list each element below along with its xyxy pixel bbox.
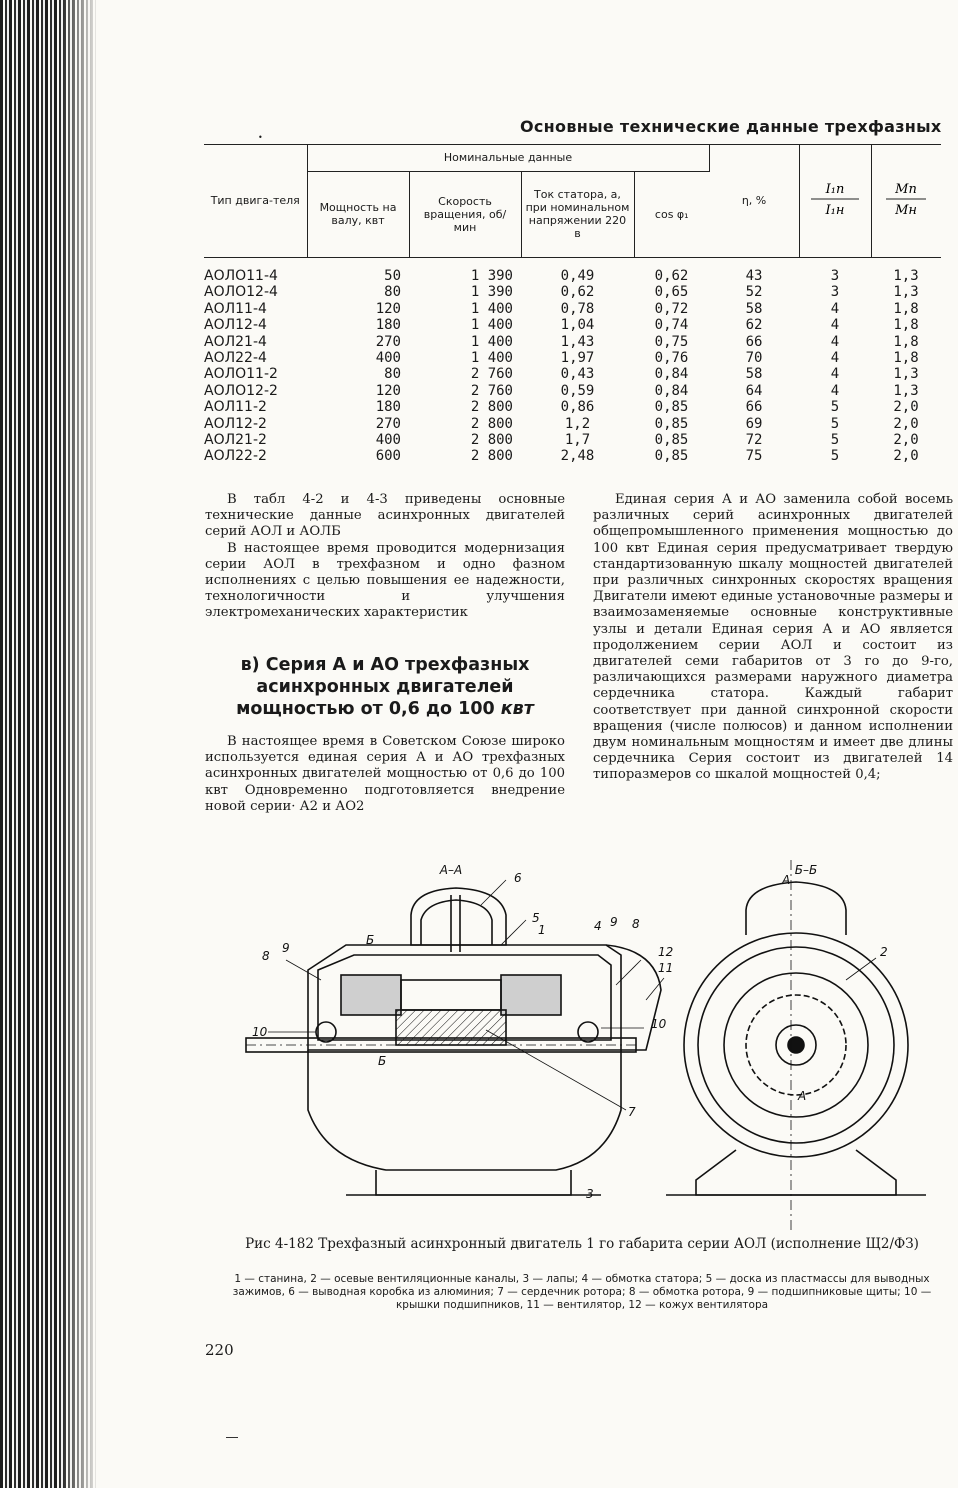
cell-cos: 0,62: [654, 268, 689, 284]
cell-current: 0,59: [560, 382, 595, 399]
cell-current: 1,97: [560, 350, 595, 367]
svg-text:Mн: Mн: [895, 203, 918, 219]
cell-mm: 1,3: [893, 382, 919, 399]
cell-cos: 0,85: [654, 448, 689, 465]
paragraph: В настоящее время проводится модернизация серии АОЛ в трехфазном и одно фазном исполнениях с целью повышения ее надежности, технологичности и улучшения электромеханических характеристик: [205, 540, 565, 621]
binding-shadow: [60, 0, 100, 1488]
table-row: [204, 399, 941, 415]
cell-ic: 4: [830, 300, 840, 317]
cell-current: 0,78: [560, 300, 595, 317]
cell-type: АОЛ12-2: [204, 415, 267, 432]
cell-speed: 1 400: [470, 350, 513, 367]
section-mark-b-top: Б: [366, 933, 375, 947]
svg-text:I₁п: I₁п: [825, 182, 845, 198]
heading-line: асинхронных двигателей: [256, 677, 514, 697]
figure-legend: 1 — станина, 2 — осевые вентиляционные каналы, 3 — лапы; 4 — обмотка статора; 5 — доска из пластмассы для выводных зажимов, 6 — выводная коробка из алюминия; 7 — сердечник ротора; 8 — обмотка ротора, 9 — подшипниковые щиты; 10 — крышки подшипников, 11 — вентилятор, 12 — кожух вентилятора: [232, 1273, 932, 1311]
heading-line: мощностью от 0,6 до 100 квт: [236, 699, 534, 719]
cell-type: АОЛ22-2: [204, 448, 267, 465]
col-header-current: Ток статора, а, при номинальном напряжении 220 в: [521, 171, 634, 257]
section-label-bb: Б–Б: [794, 863, 818, 877]
section-label-aa: А–А: [439, 863, 463, 877]
cell-ic: 4: [830, 382, 840, 399]
cell-power: 270: [375, 333, 401, 350]
paragraph: Единая серия А и АО заменила собой восемь различных серий асинхронных двигателей общепромышленного применения мощностью до 100 квт Единая серия предусматривает твердую стандартизованную шкалу мощностей двигателей при различных синхронных скоростях вращения Двигатели имеют единые установочные размеры и взаимозаменяемые основные конструктивные узлы и детали Единая серия А и АО является продолжением серии АОЛ и состоит из двигателей семи габаритов от 3 го до 9-го, различающихся размерами наружного диаметра сердечника статора. Каждый габарит соответствует при данной синхронной скорости вращения (числе полюсов) и данном исполнении двум номинальным мощностям и имеет две длины сердечника Серия состоит из двигателей 14 типоразмеров со шкалой мощностей 0,4;: [593, 492, 953, 783]
col-header-current-ratio: [799, 145, 871, 257]
cell-power: 120: [375, 300, 401, 317]
stray-mark: •: [258, 133, 263, 142]
cell-mm: 1,8: [893, 350, 919, 367]
cell-current: 0,49: [560, 268, 595, 284]
cell-type: АОЛ11-2: [204, 399, 267, 416]
cell-eta: 66: [745, 399, 763, 416]
cell-type: АОЛ21-4: [204, 333, 267, 350]
callout-6: 6: [514, 871, 522, 885]
table-row: [204, 301, 941, 317]
cell-current: 1,7: [564, 432, 591, 449]
right-column: [593, 492, 953, 784]
callout-3: 3: [586, 1187, 594, 1201]
cell-eta: 69: [745, 415, 763, 432]
col-header-cos: cos φ₁: [634, 171, 709, 257]
callout-4: 4: [594, 919, 602, 933]
table-row: [204, 317, 941, 333]
cell-type: АОЛО11-4: [204, 268, 278, 284]
cell-mm: 2,0: [893, 415, 919, 432]
cell-cos: 0,72: [654, 300, 689, 317]
cell-speed: 2 800: [470, 415, 513, 432]
cell-eta: 58: [745, 300, 763, 317]
callout-7: 7: [628, 1105, 636, 1119]
svg-text:Mп: Mп: [895, 182, 918, 198]
table-row: [204, 284, 941, 300]
cell-ic: 4: [830, 366, 840, 383]
cell-mm: 1,3: [893, 284, 919, 301]
table-row: [204, 350, 941, 366]
left-column-bottom: [205, 734, 565, 815]
cell-current: 1,43: [560, 333, 595, 350]
cell-cos: 0,84: [654, 382, 689, 399]
cell-speed: 2 760: [470, 366, 513, 383]
cell-power: 80: [384, 284, 401, 301]
cell-mm: 1,8: [893, 300, 919, 317]
col-header-moment-ratio: [871, 145, 941, 257]
cell-power: 400: [375, 432, 401, 449]
cell-power: 120: [375, 382, 401, 399]
table-row: [204, 366, 941, 382]
paragraph: В настоящее время в Советском Союзе широко используется единая серия А и АО трехфазных асинхронных двигателей мощностью от 0,6 до 100 квт Одновременно подготовляется внедрение новой серии· А2 и АО2: [205, 734, 565, 814]
table-row: [204, 268, 941, 284]
section-heading: [205, 654, 565, 720]
cell-ic: 5: [830, 448, 840, 465]
callout-5: 5: [532, 911, 540, 925]
cell-eta: 70: [745, 350, 763, 367]
callout-9: 9: [282, 941, 290, 955]
cell-eta: 43: [745, 268, 763, 284]
table-row: [204, 334, 941, 350]
cell-mm: 1,8: [893, 333, 919, 350]
cell-cos: 0,65: [654, 284, 689, 301]
cell-cos: 0,75: [654, 333, 689, 350]
cell-current: 2,48: [560, 448, 595, 465]
cell-ic: 4: [830, 317, 840, 334]
svg-text:I₁н: I₁н: [825, 203, 845, 219]
cell-power: 80: [384, 366, 401, 383]
section-mark-a-top: А: [782, 873, 791, 887]
cell-mm: 1,3: [893, 268, 919, 284]
cell-current: 1,2: [564, 415, 591, 432]
heading-line: в) Серия А и АО трехфазных: [240, 655, 530, 675]
cell-speed: 1 390: [470, 284, 513, 301]
col-header-type: Тип двига-теля: [204, 145, 307, 257]
section-mark-a-center: А: [798, 1089, 807, 1103]
cell-eta: 58: [745, 366, 763, 383]
cell-ic: 3: [830, 284, 840, 301]
cell-eta: 66: [745, 333, 763, 350]
cell-eta: 64: [745, 382, 763, 399]
section-mark-b-bottom: Б: [378, 1054, 387, 1068]
cell-mm: 1,8: [893, 317, 919, 334]
callout-8b: 8: [632, 917, 640, 931]
callout-11: 11: [658, 961, 674, 975]
left-column-top: [205, 492, 565, 622]
table-row: [204, 383, 941, 399]
spec-table-header: [204, 144, 941, 258]
callout-12: 12: [658, 945, 674, 959]
cell-speed: 2 800: [470, 432, 513, 449]
callout-2: 2: [880, 945, 888, 959]
cell-eta: 75: [745, 448, 763, 465]
callout-10: 10: [651, 1017, 667, 1031]
callout-1: 1: [538, 923, 546, 937]
cell-speed: 2 800: [470, 399, 513, 416]
cell-cos: 0,85: [654, 415, 689, 432]
cell-speed: 1 400: [470, 300, 513, 317]
table-row: [204, 448, 941, 464]
paragraph: В табл 4-2 и 4-3 приведены основные технические данные асинхронных двигателей серий АОЛ и АОЛБ: [205, 492, 565, 540]
cell-current: 0,86: [560, 399, 595, 416]
cell-type: АОЛО12-2: [204, 382, 278, 399]
cell-power: 180: [375, 399, 401, 416]
cell-speed: 1 400: [470, 333, 513, 350]
cell-eta: 62: [745, 317, 763, 334]
moment-ratio-fraction: [876, 179, 936, 219]
col-header-eta: η, %: [709, 145, 799, 257]
cell-speed: 2 760: [470, 382, 513, 399]
running-header: Основные технические данные трехфазных: [520, 117, 942, 136]
cell-ic: 5: [830, 432, 840, 449]
motor-technical-drawing: [226, 860, 944, 1230]
cell-type: АОЛО12-4: [204, 284, 278, 301]
current-ratio-fraction: [805, 179, 865, 219]
callout-10b: 10: [252, 1025, 268, 1039]
footer-dash: [226, 1437, 238, 1438]
cell-power: 400: [375, 350, 401, 367]
cell-speed: 2 800: [470, 448, 513, 465]
col-header-group: Номинальные данные: [307, 145, 709, 171]
col-header-speed: Скорость вращения, об/мин: [409, 171, 521, 257]
cell-ic: 4: [830, 333, 840, 350]
end-section-view: [666, 860, 926, 1230]
cell-cos: 0,84: [654, 366, 689, 383]
cell-power: 50: [384, 268, 401, 284]
callout-8: 8: [262, 949, 270, 963]
cell-current: 0,43: [560, 366, 595, 383]
cell-power: 270: [375, 415, 401, 432]
table-row: [204, 432, 941, 448]
cell-ic: 5: [830, 415, 840, 432]
cell-eta: 72: [745, 432, 763, 449]
table-row: [204, 416, 941, 432]
cell-type: АОЛО11-2: [204, 366, 278, 383]
cell-cos: 0,76: [654, 350, 689, 367]
cell-current: 0,62: [560, 284, 595, 301]
callout-9b: 9: [610, 915, 618, 929]
cell-cos: 0,85: [654, 399, 689, 416]
cell-ic: 5: [830, 399, 840, 416]
spec-table-body: [204, 268, 941, 465]
cell-type: АОЛ21-2: [204, 432, 267, 449]
cell-ic: 4: [830, 350, 840, 367]
col-header-power: Мощность на валу, квт: [307, 171, 409, 257]
cell-type: АОЛ22-4: [204, 350, 267, 367]
motor-drawing: [226, 860, 944, 1230]
cell-speed: 1 400: [470, 317, 513, 334]
page-number: 220: [205, 1341, 234, 1359]
cell-power: 600: [375, 448, 401, 465]
cell-type: АОЛ12-4: [204, 317, 267, 334]
cell-power: 180: [375, 317, 401, 334]
cell-eta: 52: [745, 284, 763, 301]
cell-cos: 0,74: [654, 317, 689, 334]
figure-caption: Рис 4-182 Трехфазный асинхронный двигатель 1 го габарита серии АОЛ (исполнение Щ2/ФЗ): [245, 1236, 919, 1252]
cell-ic: 3: [830, 268, 840, 284]
cell-current: 1,04: [560, 317, 595, 334]
cell-cos: 0,85: [654, 432, 689, 449]
cell-type: АОЛ11-4: [204, 300, 267, 317]
cell-speed: 1 390: [470, 268, 513, 284]
cell-mm: 2,0: [893, 399, 919, 416]
cell-mm: 1,3: [893, 366, 919, 383]
cell-mm: 2,0: [893, 432, 919, 449]
cell-mm: 2,0: [893, 448, 919, 465]
